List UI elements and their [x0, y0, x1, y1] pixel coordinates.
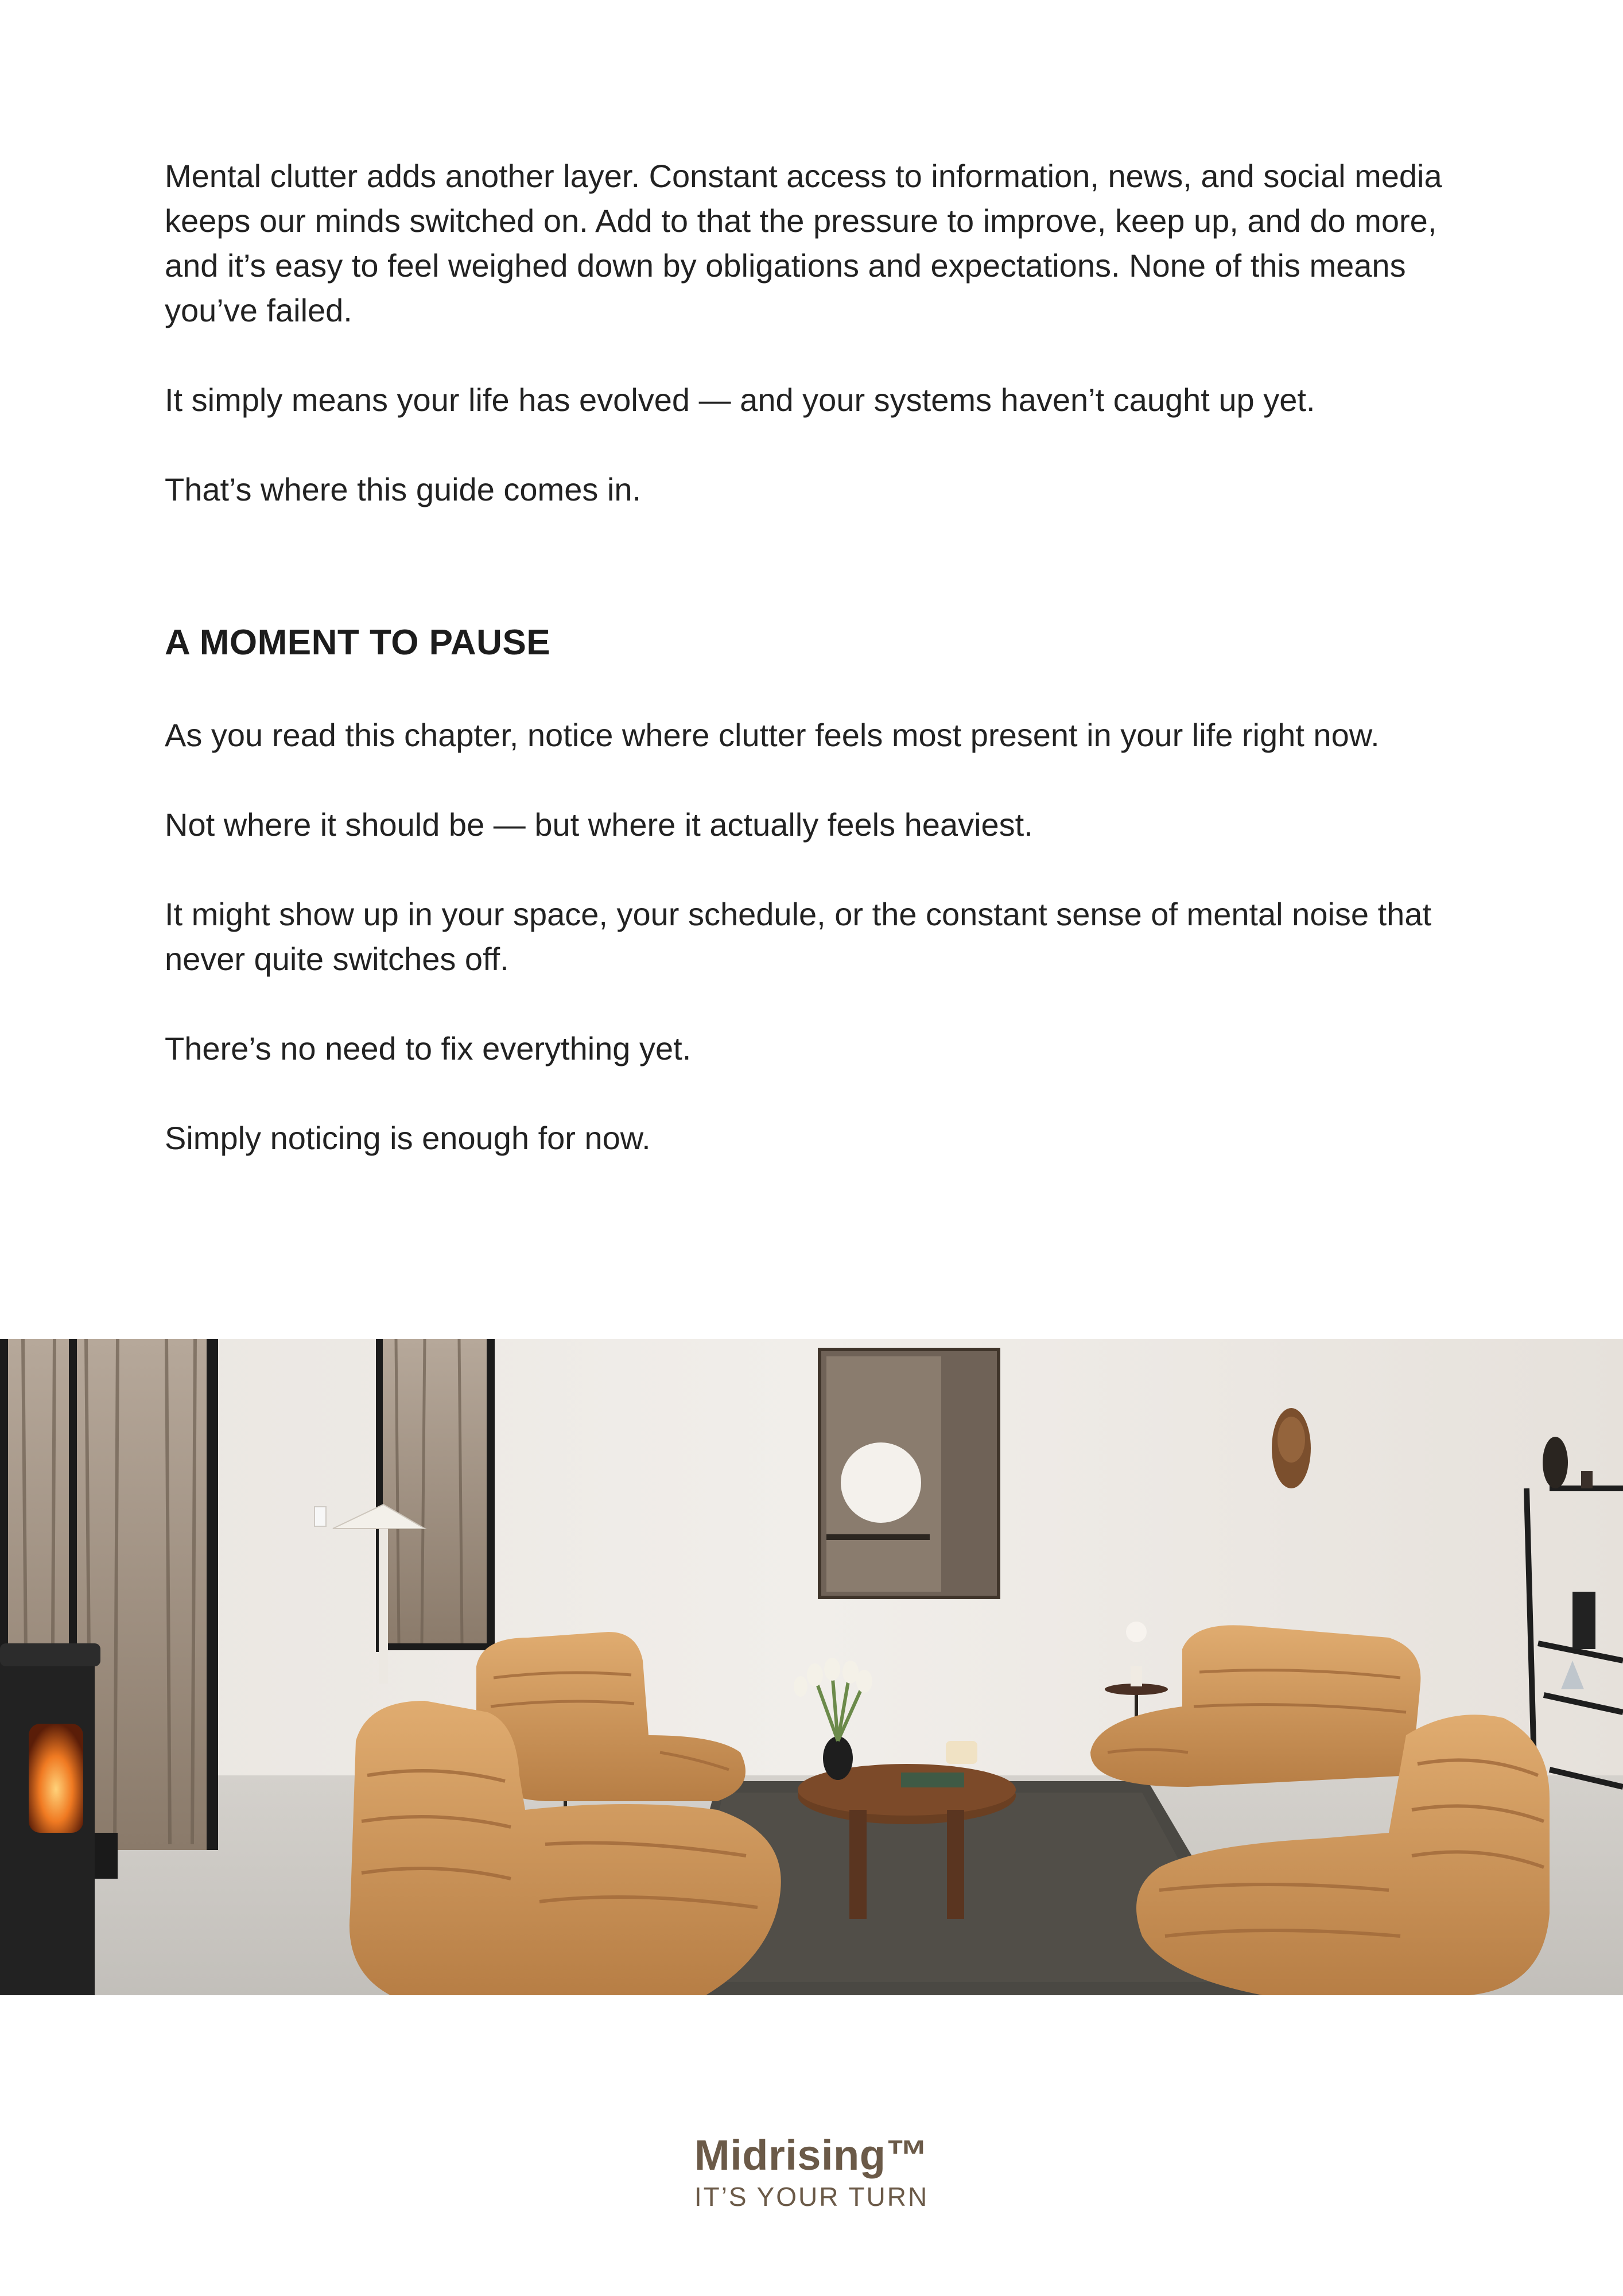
pause-paragraph-4: There’s no need to fix everything yet. [165, 1030, 692, 1066]
intro-paragraph-2: It simply means your life has evolved — and your systems haven’t caught up yet. [165, 382, 1315, 418]
living-room-photo [0, 1339, 1623, 1995]
intro-paragraph-3: That’s where this guide comes in. [165, 471, 642, 507]
brand-tagline: IT’S YOUR TURN [694, 2182, 929, 2212]
brand-name: Midrising™ [694, 2131, 929, 2179]
pause-paragraph-2: Not where it should be — but where it actually feels heaviest. [165, 806, 1033, 843]
pause-paragraph-1: As you read this chapter, notice where clutter feels most present in your life right now. [165, 717, 1380, 753]
pause-paragraph-3: It might show up in your space, your schedule, or the constant sense of mental noise that never quite switches off. [165, 896, 1432, 977]
intro-paragraph-1: Mental clutter adds another layer. Constant access to information, news, and social media keeps our minds switched on. Add to that the pressure to improve, keep up, and do more, and it’s easy to feel weighed down by obligations and expectations. None of this means you’ve failed. [165, 158, 1442, 328]
pause-section [165, 713, 1462, 1161]
section-heading: A MOMENT TO PAUSE [165, 623, 551, 662]
intro-section [165, 154, 1462, 512]
pause-paragraph-5: Simply noticing is enough for now. [165, 1120, 651, 1156]
brand-logo [0, 2130, 1623, 2212]
